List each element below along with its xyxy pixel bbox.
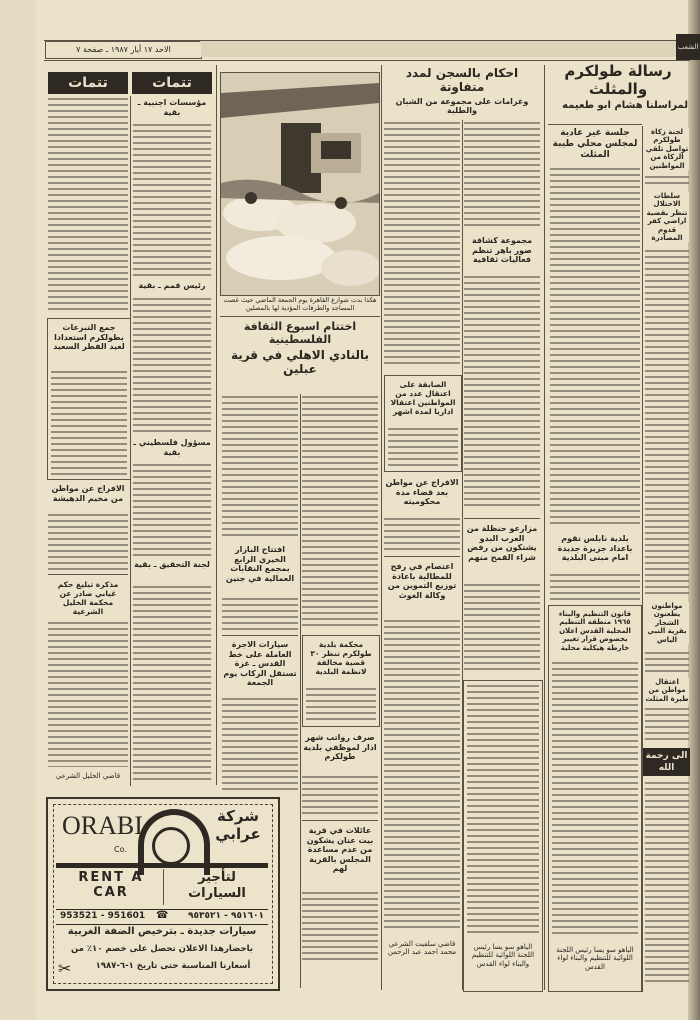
ad-phone-arabic: ٩٥١٦٠١ - ٩٥٣٥٢١ [188,911,264,921]
orabi-rent-a-car-ad [46,797,280,991]
ad-line-expiry: أسعارنا المناسبة حتى تاريخ ١-٦-١٩٨٧ [95,961,251,971]
header-bar [200,41,678,57]
headline-hanzala-farmers: مزارعو حنظلة من العرب البدو يشتكون من رفض شراء القمح منهم [464,524,540,562]
article-body-text [302,396,378,628]
headline-release-citizen: الافراج عن مواطن بعد قضاء مدة محكوميته [385,478,459,507]
ad-bar [56,863,268,868]
tulkarm-court-box [302,635,380,727]
article-body-text [302,892,378,962]
header-rule-bottom [44,60,690,61]
headline-taibeh-council: جلسة غير عادية لمجلس محلي طيبة المثلث [550,128,640,160]
sentences-heading [384,66,540,116]
salfit-judge-signature: قاضي سلفيت الشرعي محمد احمد عبد الرحمن [384,940,460,957]
headline-admin-detention: الصابقة على اعتقال عدد من المواطنين اعتقالا اداريا لمدة اشهر [387,380,459,416]
planning-signature: الياهو سو يسا رئيس اللجنة اللوائية للتنظيم والبناء لواء القدس [553,946,637,971]
headline-culture-week-line1: اختتام اسبوع الثقافة الفلسطينية [220,320,380,346]
article-body-text [464,584,540,674]
obituary-list [645,782,689,982]
headline-beit-anan: عائلات في قرية بيت عنان يشكون من عدم مساعدة المجلس بالقرية لهم [302,826,378,874]
article-body-text [645,176,689,186]
ad-brand-latin: ORABI [62,811,143,840]
headline-donations: جمع التبرعات بطولكرم استعدادا لعيد الفطر السعيد [50,323,128,352]
headline-taxis: سيارات الاجرة العاملة على خط القدس ـ غزة تستقل الركاب يوم الجمعة [223,640,297,688]
article-body-text [51,371,127,475]
column-rule [462,120,463,990]
divider [302,820,378,821]
headline-qumm-head: رئيس قمم ـ بقية [132,281,212,291]
article-body-text [464,276,540,510]
article-body-text [384,122,460,367]
headline-planning-law: قانون التنظيم والبناء ١٩٦٥ منطقة التنظيم المحلية القدس اعلان بخصوص قرار تغيير خارطة هيكلية محلية [551,610,639,652]
article-body-text [388,428,458,468]
article-body-text [133,586,211,780]
section-byline: لمراسلنا هشام ابو طعيمه [548,100,688,112]
divider [48,574,128,575]
headline-nabi-elias: مواطنون يطعنون الشجار بقرية النبي الياس [645,602,689,644]
article-body-text [222,698,298,790]
headline-sentences: احكام بالسجن لمدد متفاوتة [384,66,540,95]
ad-phone-bar [56,909,268,925]
divider [220,316,380,317]
planning-notice-box-2 [463,680,543,992]
article-body-text [467,685,539,935]
article-body-text [302,776,378,816]
donations-box [47,318,131,480]
continued-banner: تتمات [132,72,212,94]
photo-image [221,73,379,295]
section-masthead [548,62,688,112]
headline-tulkarm-court: محكمة بلدية طولكرم تنظر ٣٠ قضية مخالفة لانظمة البلدية [305,640,377,676]
phone-icon: ☎ [156,910,169,921]
article-body-text [464,122,540,230]
obituary-header: الى رحمة الله [643,748,690,776]
ad-divider [163,869,164,905]
page-binding-edge [688,0,700,1020]
planning-notice-box [548,605,642,992]
headline-kafr-qaddum: سلطات الاحتلال تنظر بقضية اراضي كفر قدوم المصادرة [646,192,688,242]
divider [222,635,298,636]
article-body-text [306,688,376,722]
news-photo-cairo-prayers [220,72,380,296]
article-body-text [133,464,211,556]
article-body-text [48,622,128,767]
section-masthead-title: رسالة طولكرم والمثلث [548,62,688,98]
divider [464,518,540,519]
date-box [45,41,202,59]
scissors-icon: ✂ [58,959,72,978]
divider [384,556,460,557]
headline-bazaar: افتتاح البازار الخيري الرابع بمجمع النقابات العمالية في جنين [222,545,298,583]
article-body-text [133,298,211,434]
subheadline-sentences: وغرامات على مجموعة من الشبان والطلبة [384,97,540,116]
headline-nablus-island: بلدية نابلس تقوم باعداد جزيرة جديدة امام مبنى البلدية [550,534,640,563]
photo-caption: هكذا بدت شوارع القاهرة يوم الجمعة الماضي حيث غصت المساجد والطرقات المؤدية لها بالمصلين [220,297,380,313]
newspaper-logo: الشعب [676,34,700,60]
headline-rafah-sitin: اعتصام في رفح للمطالبة باعادة توزيع التموين من وكالة الغوث [384,562,460,600]
column-rule [130,96,131,786]
article-body-text [645,708,689,742]
headline-zakat-tulkarm: لجنة زكاة طولكرم تواصل تلقي الزكاة من المواطنين [645,128,689,170]
ad-brand-co: Co. [114,845,127,854]
article-body-text [552,662,638,936]
culture-week-heading [220,297,380,377]
ad-phone-latin: 953521 - 951601 [60,911,146,921]
article-body-text [133,124,211,277]
column-rule [642,126,643,992]
headline-scouts: مجموعة كشافة صور باهر تنظم فعاليات ثقافية [464,236,540,265]
headline-dheisheh-release: الافراج عن مواطن من مخيم الدهيشة [48,484,128,503]
headline-inquiry-committee: لجنة التحقيق ـ بقية [132,560,212,570]
headline-palestinian-official: مسؤول فلسطيني ـ بقية [133,438,211,457]
ad-rent-a-car: RENT A CAR [78,870,144,900]
article-body-text [48,98,128,313]
column-rule [300,394,301,988]
headline-salaries: صرف رواتب شهر اذار لموظفي بلدية طولكرم [303,733,377,762]
headline-culture-week-line2: بالنادي الاهلي في قرية عبلين [220,348,380,377]
divider [548,124,642,125]
headline-tira-arrest: اعتقال مواطن من طيرة المثلث [645,678,689,703]
ad-line-new-cars: سيارات جديدة ـ بترخيص الضفة الغربية [67,926,257,937]
article-body-text [550,574,640,600]
article-body-text [384,518,460,552]
admin-detention-box [384,375,462,472]
date-page: الاحد ١٧ أيار ١٩٨٧ ـ صفحة ٧ [46,45,201,55]
header-rule [44,40,690,41]
ad-logo-emblem [152,827,190,865]
article-body-text [222,598,298,630]
article-body-text [645,652,689,672]
article-body-text [48,514,128,570]
article-body-text [550,168,640,525]
article-body-text [645,250,689,595]
hebron-judge-signature: قاضي الخليل الشرعي [48,772,128,780]
continued-banner: تتمات [48,72,128,94]
ad-line-discount: باحضارهذا الاعلان تحصل على خصم ١٠٪ من [70,944,254,954]
column-rule [544,65,545,990]
planning-signature-2: الياهو سو يسا رئيس اللجنة اللوائية للتنظيم والبناء لواء القدس [466,943,540,968]
article-body-text [222,396,298,538]
ad-rent-arabic: لتأجير السيارات [188,870,246,901]
article-body-text [384,620,460,932]
headline-foreign-institutions: مؤسسات اجنبية ـ بقية [132,98,212,117]
headline-hebron-notice: مذكرة تبليغ حكم غيابي صادر عن محكمة الخليل الشرعية [48,580,128,616]
column-rule [216,65,217,785]
ad-brand-arabic: شركة عرابي [215,807,261,843]
column-rule [381,65,382,990]
